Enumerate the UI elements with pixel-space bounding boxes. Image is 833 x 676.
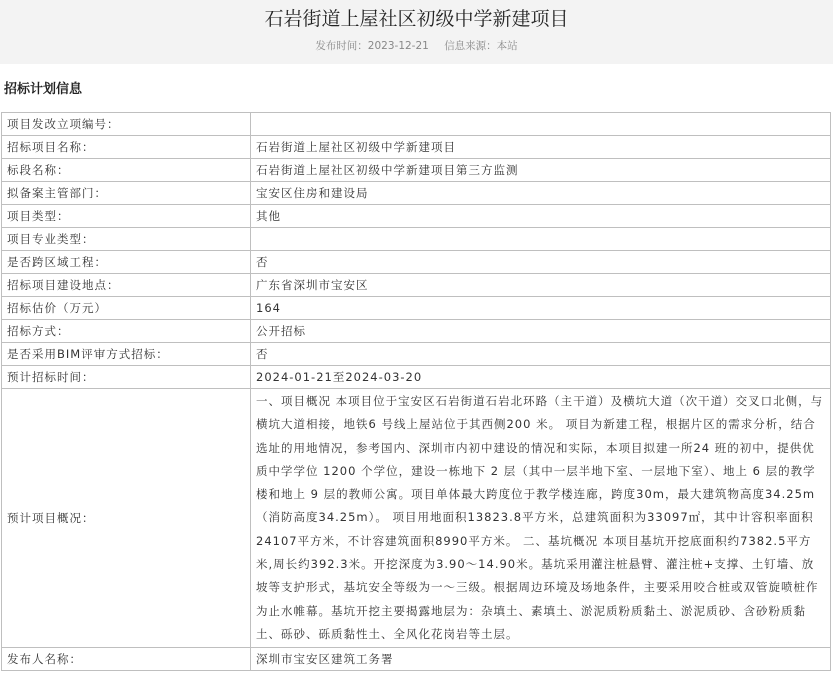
row-label: 标段名称： [2,159,251,182]
publish-time: 发布时间：2023-12-21 [315,40,429,52]
table-row [2,182,831,205]
table-row [2,648,831,671]
table-row [2,297,831,320]
row-label: 招标方式： [2,320,251,343]
row-value: 否 [251,343,831,366]
row-value: 广东省深圳市宝安区 [251,274,831,297]
tender-plan-table [1,112,831,671]
table-row [2,228,831,251]
row-label: 预计项目概况： [2,389,251,648]
info-source: 信息来源：本站 [444,40,518,52]
table-row [2,274,831,297]
row-label: 招标估价（万元） [2,297,251,320]
row-label: 项目发改立项编号： [2,113,251,136]
project-overview-text: 一、项目概况 本项目位于宝安区石岩街道石岩北环路（主干道）及横坑大道（次干道）交叉口北侧，与横坑大道相接，地铁6 号线上屋站位于其西侧200 米。 项目为新建工程，根据片区的需求分析，结合选址的用地情况，参考国内、深圳市内初中建设的情况和实际，本项目拟建一所24 班的初中，提供优质中学学位 1200 个学位，建设一栋地下 2 层（其中一层半地下室、一层地下室）、地上 6 层的教学楼和地上 9 层的教师公寓。项目单体最大跨度位于教学楼连廊，跨度30m，最大建筑物高度34.25m（消防高度34.25m）。 项目用地面积13823.8平方米，总建筑面积为33097㎡，其中计容积率面积24107平方米，不计容建筑面积8990平方米。 二、基坑概况 本项目基坑开挖底面积约7382.5平方米,周长约392.3米。开挖深度为3.90～14.90米。基坑采用灌注桩悬臂、灌注桩+支撑、土钉墙、放坡等支护形式，基坑安全等级为一～三级。根据周边环境及场地条件，主要采用咬合桩或双管旋喷桩作为止水帷幕。基坑开挖主要揭露地层为：杂填土、素填土、淤泥质粉质黏土、淤泥质砂、含砂粉质黏土、砾砂、砾质黏性土、全风化花岗岩等土层。 [251,389,831,648]
row-label: 项目类型： [2,205,251,228]
table-row [2,136,831,159]
row-label: 招标项目建设地点： [2,274,251,297]
table-row [2,113,831,136]
row-label: 是否跨区域工程： [2,251,251,274]
row-value: 宝安区住房和建设局 [251,182,831,205]
row-label: 是否采用BIM评审方式招标： [2,343,251,366]
table-row [2,320,831,343]
row-value [251,113,831,136]
page-meta [0,38,833,54]
table-row [2,389,831,648]
row-value: 否 [251,251,831,274]
row-label: 拟备案主管部门： [2,182,251,205]
table-row [2,159,831,182]
table-row [2,343,831,366]
row-value: 公开招标 [251,320,831,343]
page-title: 石岩街道上屋社区初级中学新建项目 [264,8,569,30]
row-label: 招标项目名称： [2,136,251,159]
section-title: 招标计划信息 [4,82,83,97]
row-value: 其他 [251,205,831,228]
table-row [2,205,831,228]
row-value: 164 [251,297,831,320]
table-row [2,251,831,274]
row-value: 石岩街道上屋社区初级中学新建项目 [251,136,831,159]
table-row [2,366,831,389]
row-value: 深圳市宝安区建筑工务署 [251,648,831,671]
row-value [251,228,831,251]
row-label: 预计招标时间： [2,366,251,389]
page-header [0,0,833,64]
row-label: 项目专业类型： [2,228,251,251]
row-value: 石岩街道上屋社区初级中学新建项目第三方监测 [251,159,831,182]
row-value: 2024-01-21至2024-03-20 [251,366,831,389]
row-label: 发布人名称： [2,648,251,671]
